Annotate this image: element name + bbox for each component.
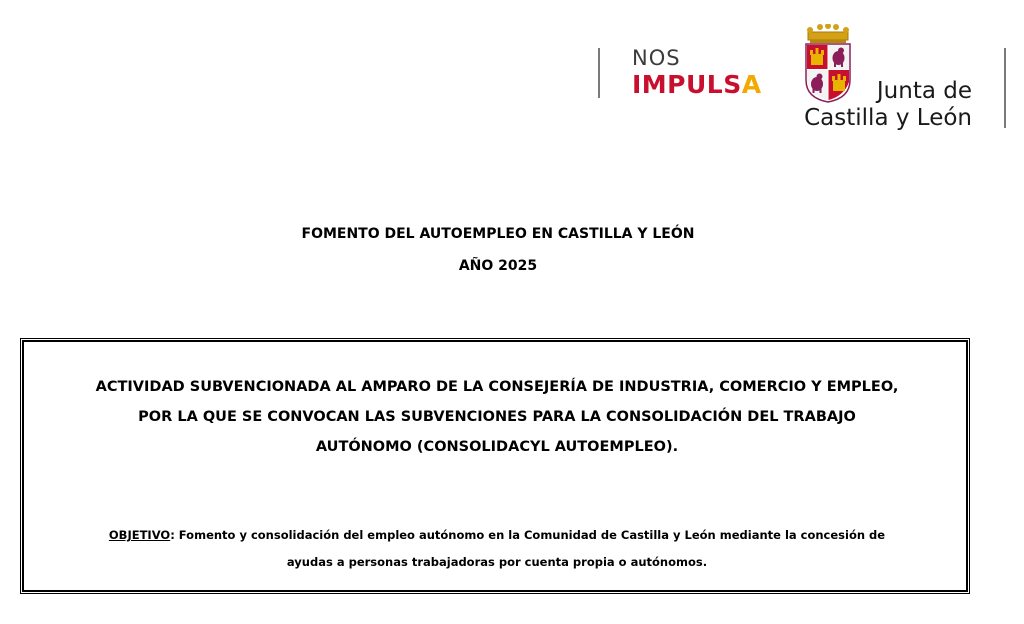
logo-separator-left [598,48,600,98]
document-title: FOMENTO DEL AUTOEMPLEO EN CASTILLA Y LEÓN [301,226,695,242]
junta-line1: Junta de [876,78,972,104]
activity-line-2: POR LA QUE SE CONVOCAN LAS SUBVENCIONES PARA LA CONSOLIDACIÓN DEL TRABAJO [138,409,856,425]
activity-box [22,340,968,592]
activity-line-3: AUTÓNOMO (CONSOLIDACYL AUTOEMPLEO). [315,439,679,455]
junta-line2: Castilla y León [804,105,972,131]
objetivo-line-2: ayudas a personas trabajadoras por cuenta propia o autónomos. [286,555,708,569]
objetivo-label: OBJETIVO [108,528,171,542]
crown-icon [807,24,849,43]
nos-impulsa-logo [632,48,762,97]
objetivo-paragraph [24,522,970,576]
objetivo-line-1 [24,522,970,549]
document-year: AÑO 2025 [458,258,538,274]
nos-impulsa-line1: NOS [632,46,681,70]
activity-line-1: ACTIVIDAD SUBVENCIONADA AL AMPARO DE LA CONSEJERÍA DE INDUSTRIA, COMERCIO Y EMPLEO, [95,379,899,395]
logo-separator-right [1004,48,1006,128]
nos-impulsa-line2 [632,72,762,97]
nos-impulsa-main: IMPULS [632,70,742,99]
nos-impulsa-accent: A [741,70,762,99]
junta-castilla-leon-logo-text [790,78,972,132]
objetivo-text-1: : Fomento y consolidación del empleo autónomo en la Comunidad de Castilla y León mediante la concesión de [170,528,886,542]
activity-statement [24,372,970,462]
